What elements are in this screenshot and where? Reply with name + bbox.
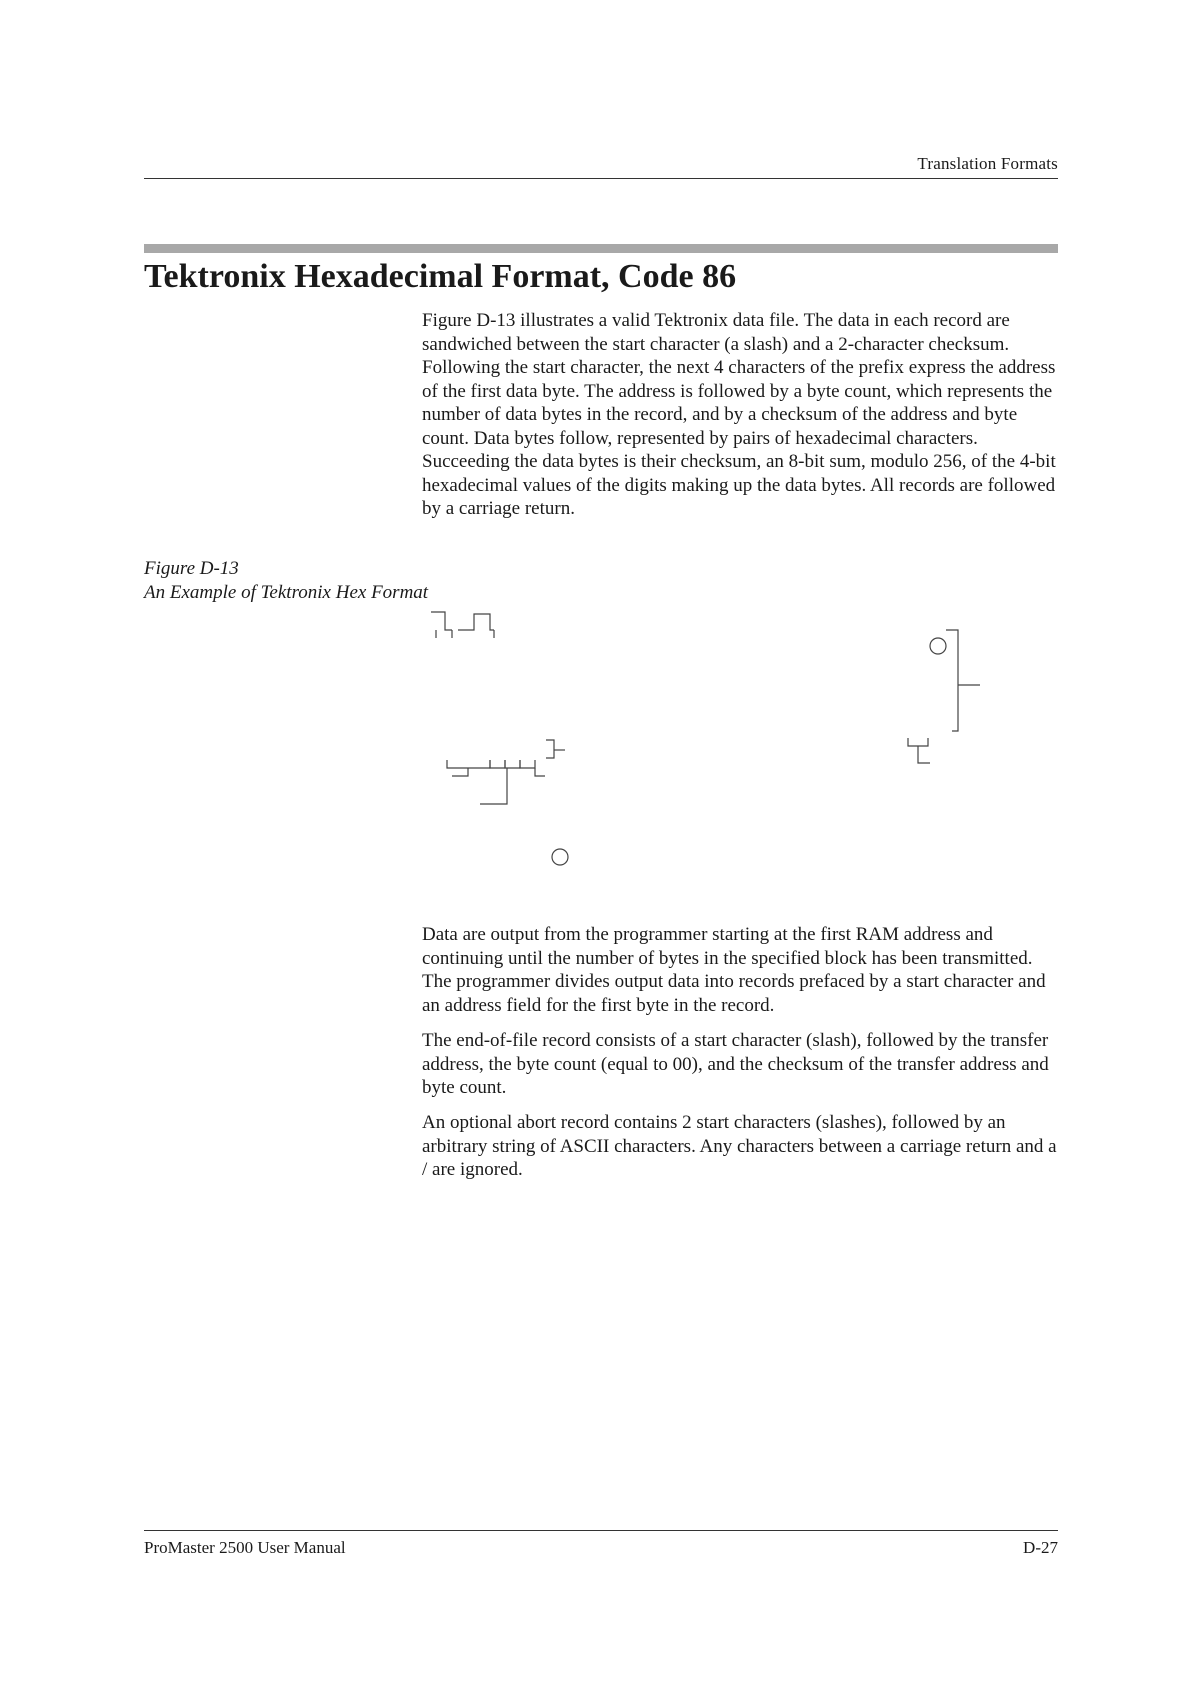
- bracket-line: [520, 760, 535, 768]
- bracket-line: [431, 612, 452, 630]
- bracket-group-bottom-left: [447, 740, 568, 865]
- eof-paragraph: The end-of-file record consists of a start character (slash), followed by the transfer address, the byte count (equal to 00), and the checksum of the transfer address and byte count.: [422, 1030, 1049, 1098]
- bracket-line: [458, 614, 494, 630]
- bracket-line: [452, 768, 468, 776]
- section-title: Tektronix Hexadecimal Format, Code 86: [144, 258, 737, 295]
- bracket-line: [546, 740, 554, 758]
- bracket-line: [908, 738, 928, 746]
- output-paragraph: Data are output from the programmer starting at the first RAM address and continuing until the number of bytes in the specified block has been transmitted. The programmer divides output data into records prefaced by a start character and an address field for the first byte in the record.: [422, 924, 1046, 1016]
- bracket-line: [918, 746, 930, 763]
- bracket-group-right: [908, 630, 980, 763]
- bracket-line: [535, 768, 545, 776]
- footer-rule: [144, 1530, 1058, 1531]
- bracket-line: [490, 760, 505, 768]
- page-number: D-27: [1023, 1538, 1058, 1557]
- abort-paragraph: An optional abort record contains 2 start characters (slashes), followed by an arbitrary string of ASCII characters. Any characters between a carriage return and a / are ignored.: [422, 1112, 1057, 1180]
- figure-number: Figure D-13: [144, 558, 239, 579]
- figure-title: An Example of Tektronix Hex Format: [144, 582, 429, 603]
- circle-marker: [552, 849, 568, 865]
- bracket-group-top-left: [431, 612, 494, 638]
- circle-marker: [930, 638, 946, 654]
- intro-paragraph: Figure D-13 illustrates a valid Tektronix data file. The data in each record are sandwiched between the start character (a slash) and a 2-character checksum. Following the start character, the next 4 characters of the prefix express the address of the first data byte. The address is followed by a byte count, which represents the number of data bytes in the record, and by a checksum of the address and byte count. Data bytes follow, represented by pairs of hexadecimal characters. Succeeding the data bytes is their checksum, an 8-bit sum, modulo 256, of the 4-bit hexadecimal values of the digits making up the data bytes. All records are followed by a carriage return.: [422, 310, 1056, 519]
- bracket-line: [447, 760, 490, 768]
- bracket-line: [946, 630, 958, 731]
- bracket-line: [480, 768, 507, 804]
- manual-name: ProMaster 2500 User Manual: [144, 1538, 346, 1557]
- bracket-line: [505, 760, 520, 768]
- running-header: Translation Formats: [917, 154, 1058, 173]
